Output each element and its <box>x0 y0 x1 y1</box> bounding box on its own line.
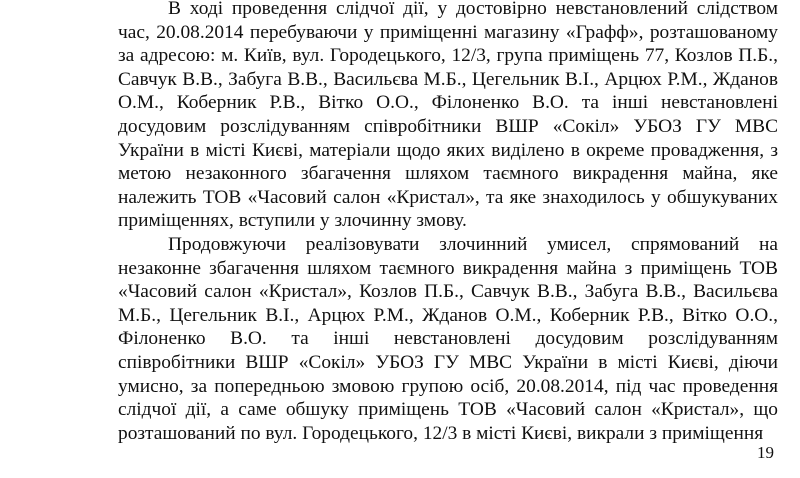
body-text <box>118 0 778 445</box>
paragraph-1: В ході проведення слідчої дії, у достовірно невстановлений слідством час, 20.08.2014 перебуваючи у приміщенні магазину «Графф», розташованому за адресою: м. Київ, вул. Городецького, 12/3, група приміщень 77, Козлов П.Б., Савчук В.В., Забуга В.В., Васильєва М.Б., Цегельник В.І., Арцюх Р.М., Жданов О.М., Коберник Р.В., Вітко О.О., Філоненко В.О. та інші невстановлені досудовим розслідуванням співробітники ВШР «Сокіл» УБОЗ ГУ МВС України в місті Києві, матеріали щодо яких виділено в окреме провадження, з метою незаконного збагачення шляхом таємного викрадення майна, яке належить ТОВ «Часовий салон «Кристал», та яке знаходилось у обшукуваних приміщеннях, вступили у злочинну змову. <box>118 0 778 232</box>
paragraph-2: Продовжуючи реалізовувати злочинний умисел, спрямований на незаконне збагачення шляхом таємного викрадення майна з приміщень ТОВ «Часовий салон «Кристал», Козлов П.Б., Савчук В.В., Забуга В.В., Васильєва М.Б., Цегельник В.І., Арцюх Р.М., Жданов О.М., Коберник Р.В., Вітко О.О., Філоненко В.О. та інші невстановлені досудовим розслідуванням співробітники ВШР «Сокіл» УБОЗ ГУ МВС України в місті Києві, діючи умисно, за попередньою змовою групою осіб, 20.08.2014, під час проведення слідчої дії, а саме обшуку приміщень ТОВ «Часовий салон «Кристал», що розташований по вул. Городецького, 12/3 в місті Києві, викрали з приміщення <box>118 233 778 444</box>
page-number: 19 <box>757 443 774 462</box>
